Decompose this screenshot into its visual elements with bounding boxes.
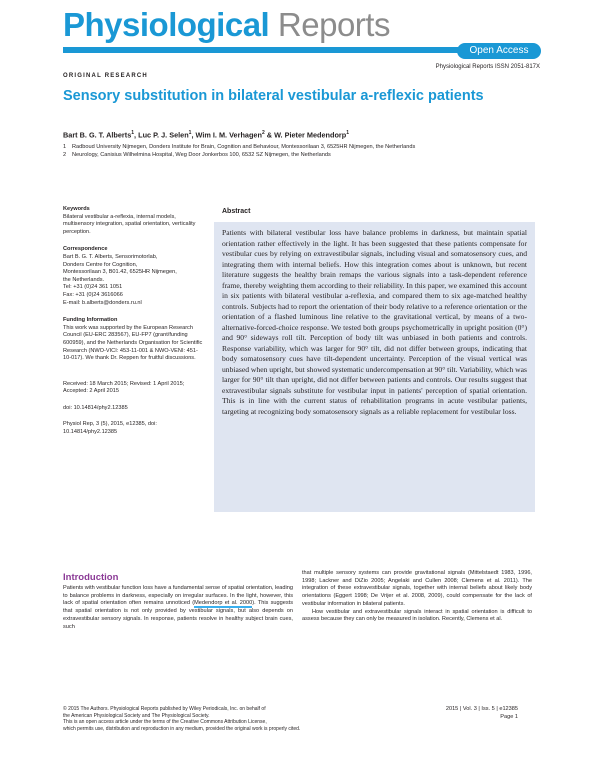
correspondence-line: Bart B. G. T. Alberts, Sensorimotorlab, bbox=[63, 253, 158, 260]
affiliation bbox=[63, 143, 543, 151]
affiliation-marker: 1 bbox=[131, 130, 135, 136]
author[interactable]: Bart B. G. T. Alberts bbox=[63, 130, 132, 140]
intro-paragraph: How vestibular and extravestibular signals interact in spatial orientation is difficult to assess because they can only be measured in isolation. Recently, Clemens et al. bbox=[302, 608, 532, 623]
author-list: Bart B. G. T. Alberts$^1$, Luc P. J. Selen$^1$, Wim I. M. Verhagen$^2$ & W. Pieter Medendorp$^1$ bbox=[63, 130, 350, 140]
keywords: Bilateral vestibular a-reflexia, internal models, multisensory integration, spatial orientation, verticality perception. bbox=[63, 213, 196, 235]
article-title: Sensory substitution in bilateral vestibular a-reflexic patients bbox=[63, 88, 484, 104]
affiliation-text: Radboud University Nijmegen, Donders Institute for Brain, Cognition and Behaviour, Montessorilaan 3, 6525HR Nijmegen, the Netherlands bbox=[72, 144, 416, 150]
open-access-badge: Open Access bbox=[457, 43, 541, 59]
affiliation-marker: 1 bbox=[188, 130, 192, 136]
affiliation-text: Neurology, Canisius Wilhelmina Hospital, Weg Door Jonkerbos 100, 6532 SZ Nijmegen, the Netherlands bbox=[72, 152, 331, 158]
funding-text: This work was supported by the European Research Council (EU-ERC 283567), EU-FP7 (grant/funding 600959), and the Netherlands Organisation for Scientific Research (NWO-VICI: 453-11-001 & NWO-VENI: 451-10-017). We thank Dr. Reppen for fruitful discussions. bbox=[63, 324, 203, 362]
correspondence-phone: Tel: +31 (0)24 361 1051 bbox=[63, 284, 123, 291]
affiliation bbox=[63, 151, 543, 159]
funding-heading: Funding Information bbox=[63, 317, 118, 324]
author[interactable]: Wim I. M. Verhagen bbox=[195, 130, 262, 140]
author-separator: & bbox=[264, 130, 275, 140]
intro-paragraph: that multiple sensory systems can provide gravitational signals (Mittelstaedt 1983, 1996, 1998; Lackner and DiZio 2005; Angelaki and Cullen 2008; Clemens et al. 2011). The integration of these extravestibular signals, together with internal beliefs about likely body orientations (Eggert 1998; De Vrijer et al. 2008, 2009), could compensate for the lack of vestibular information in bilateral patients. bbox=[302, 570, 532, 607]
license-line: which permits use, distribution and reproduction in any medium, provided the original work is properly cited. bbox=[63, 725, 301, 732]
correspondence-line: Donders Centre for Cognition, bbox=[63, 261, 138, 268]
journal-footer bbox=[446, 706, 518, 721]
license-line: © 2015 The Authors. Physiological Reports published by Wiley Periodicals, Inc. on behalf of bbox=[63, 706, 266, 712]
doi[interactable]: doi: 10.14814/phy2.12385 bbox=[63, 404, 128, 411]
correspondence-line: Montessorilaan 3, B01.42, 6525HR Nijmegen, bbox=[63, 269, 177, 276]
correspondence-line: the Netherlands. bbox=[63, 276, 105, 283]
license-footer bbox=[63, 706, 393, 732]
journal-volume-info: 2015 | Vol. 3 | Iss. 5 | e12385 bbox=[445, 706, 518, 712]
journal-logo[interactable] bbox=[63, 6, 390, 44]
intro-text: ). This suggests that spatial orientation is not only provided by vestibular signals, but also depends on extravestibular sensory signals. In response, patients resolve in healthy subject brain cues, such bbox=[63, 600, 293, 630]
affiliation-marker: 2 bbox=[261, 130, 265, 136]
issn-line: Physiological Reports ISSN 2051-817X bbox=[435, 64, 540, 70]
article-sidebar bbox=[63, 206, 203, 437]
license-line: This is an open access article under the terms of the Creative Commons Attribution License, bbox=[63, 719, 267, 725]
journal-masthead bbox=[63, 4, 541, 56]
brand-secondary: Reports bbox=[277, 6, 390, 43]
affiliation-number: 2 bbox=[63, 152, 67, 158]
author[interactable]: W. Pieter Medendorp bbox=[274, 130, 347, 140]
keywords-heading: Keywords bbox=[63, 206, 90, 212]
affiliation-number: 1 bbox=[63, 144, 67, 150]
brand-primary: Physiological bbox=[63, 6, 270, 43]
intro-text: Patients with vestibular function loss have a fundamental sense of spatial orientation, leading to balance problems in darkness, especially on irregular surfaces. In the light, however, this lack of spatial orientation often remains unnoticed ( bbox=[63, 585, 293, 607]
correspondence-heading: Correspondence bbox=[63, 246, 108, 253]
correspondence-email[interactable]: E-mail: b.alberts@donders.ru.nl bbox=[63, 299, 142, 306]
intro-left-column bbox=[63, 585, 293, 631]
author[interactable]: Luc P. J. Selen bbox=[138, 130, 189, 140]
correspondence-fax: Fax: +31 (0)24 3616066 bbox=[63, 291, 123, 298]
received-dates: Received: 18 March 2015; Revised: 1 April 2015; Accepted: 2 April 2015 bbox=[63, 380, 185, 395]
abstract-text: Patients with bilateral vestibular loss have balance problems in darkness, but maintain spatial orientation rather effectively in the light. It has been suggested that these patients compensate for vestibular cues by relying on extravestibular signals, including visual and somatosensory cues, and integrating them with internal beliefs. How this integration comes about is unknown, but recent literature suggests the healthy brain remaps the various signals into a task-dependent reference frame, thereby weighting them according to their reliability. In this paper, we examined this account in six patients with bilateral vestibular a-reflexia, and compared them to six age-matched healthy controls. Subjects had to report the orientation of their body relative to a reference orientation or the orientation of a flashed luminous line relative to the gravitational vertical, by means of a two-alternative-forced-choice response. We tested both groups psychometrically in upright position (0°) and 90° sideways roll tilt. Perception of body tilt was unbiased in both patients and controls. Response variability, which was larger for 90° tilt, did not differ between groups, indicating that body somatosensory cues have tilt-dependent uncertainty. Perception of the visual vertical was unbiased when upright, but showed systematic undercompensation at 90° tilt. Variability, which was larger for 90° tilt than upright, did not differ between patients and controls. Our results suggest that extravestibular signals substitute for vestibular input in patients' perception of spatial orientation. This is in line with the current status of rehabilitation programs in acute vestibular patients, targeting at recognizing body somatosensory signals as a reliable replacement for vestibular loss. bbox=[222, 228, 527, 416]
intro-right-column bbox=[302, 570, 532, 624]
introduction-heading: Introduction bbox=[63, 572, 119, 583]
citation-link[interactable]: Medendorp et al. 2000 bbox=[194, 600, 253, 607]
license-line: the American Physiological Society and The Physiological Society. bbox=[63, 712, 210, 719]
affiliation-marker: 1 bbox=[346, 130, 350, 136]
section-label: ORIGINAL RESEARCH bbox=[63, 73, 148, 79]
intro-paragraph bbox=[63, 585, 293, 631]
abstract-box bbox=[214, 222, 535, 512]
citation: Physiol Rep, 3 (5), 2015, e12385, doi: 10.14814/phy2.12385 bbox=[63, 421, 157, 436]
page-number: Page 1 bbox=[500, 713, 518, 720]
abstract-heading: Abstract bbox=[222, 208, 251, 215]
